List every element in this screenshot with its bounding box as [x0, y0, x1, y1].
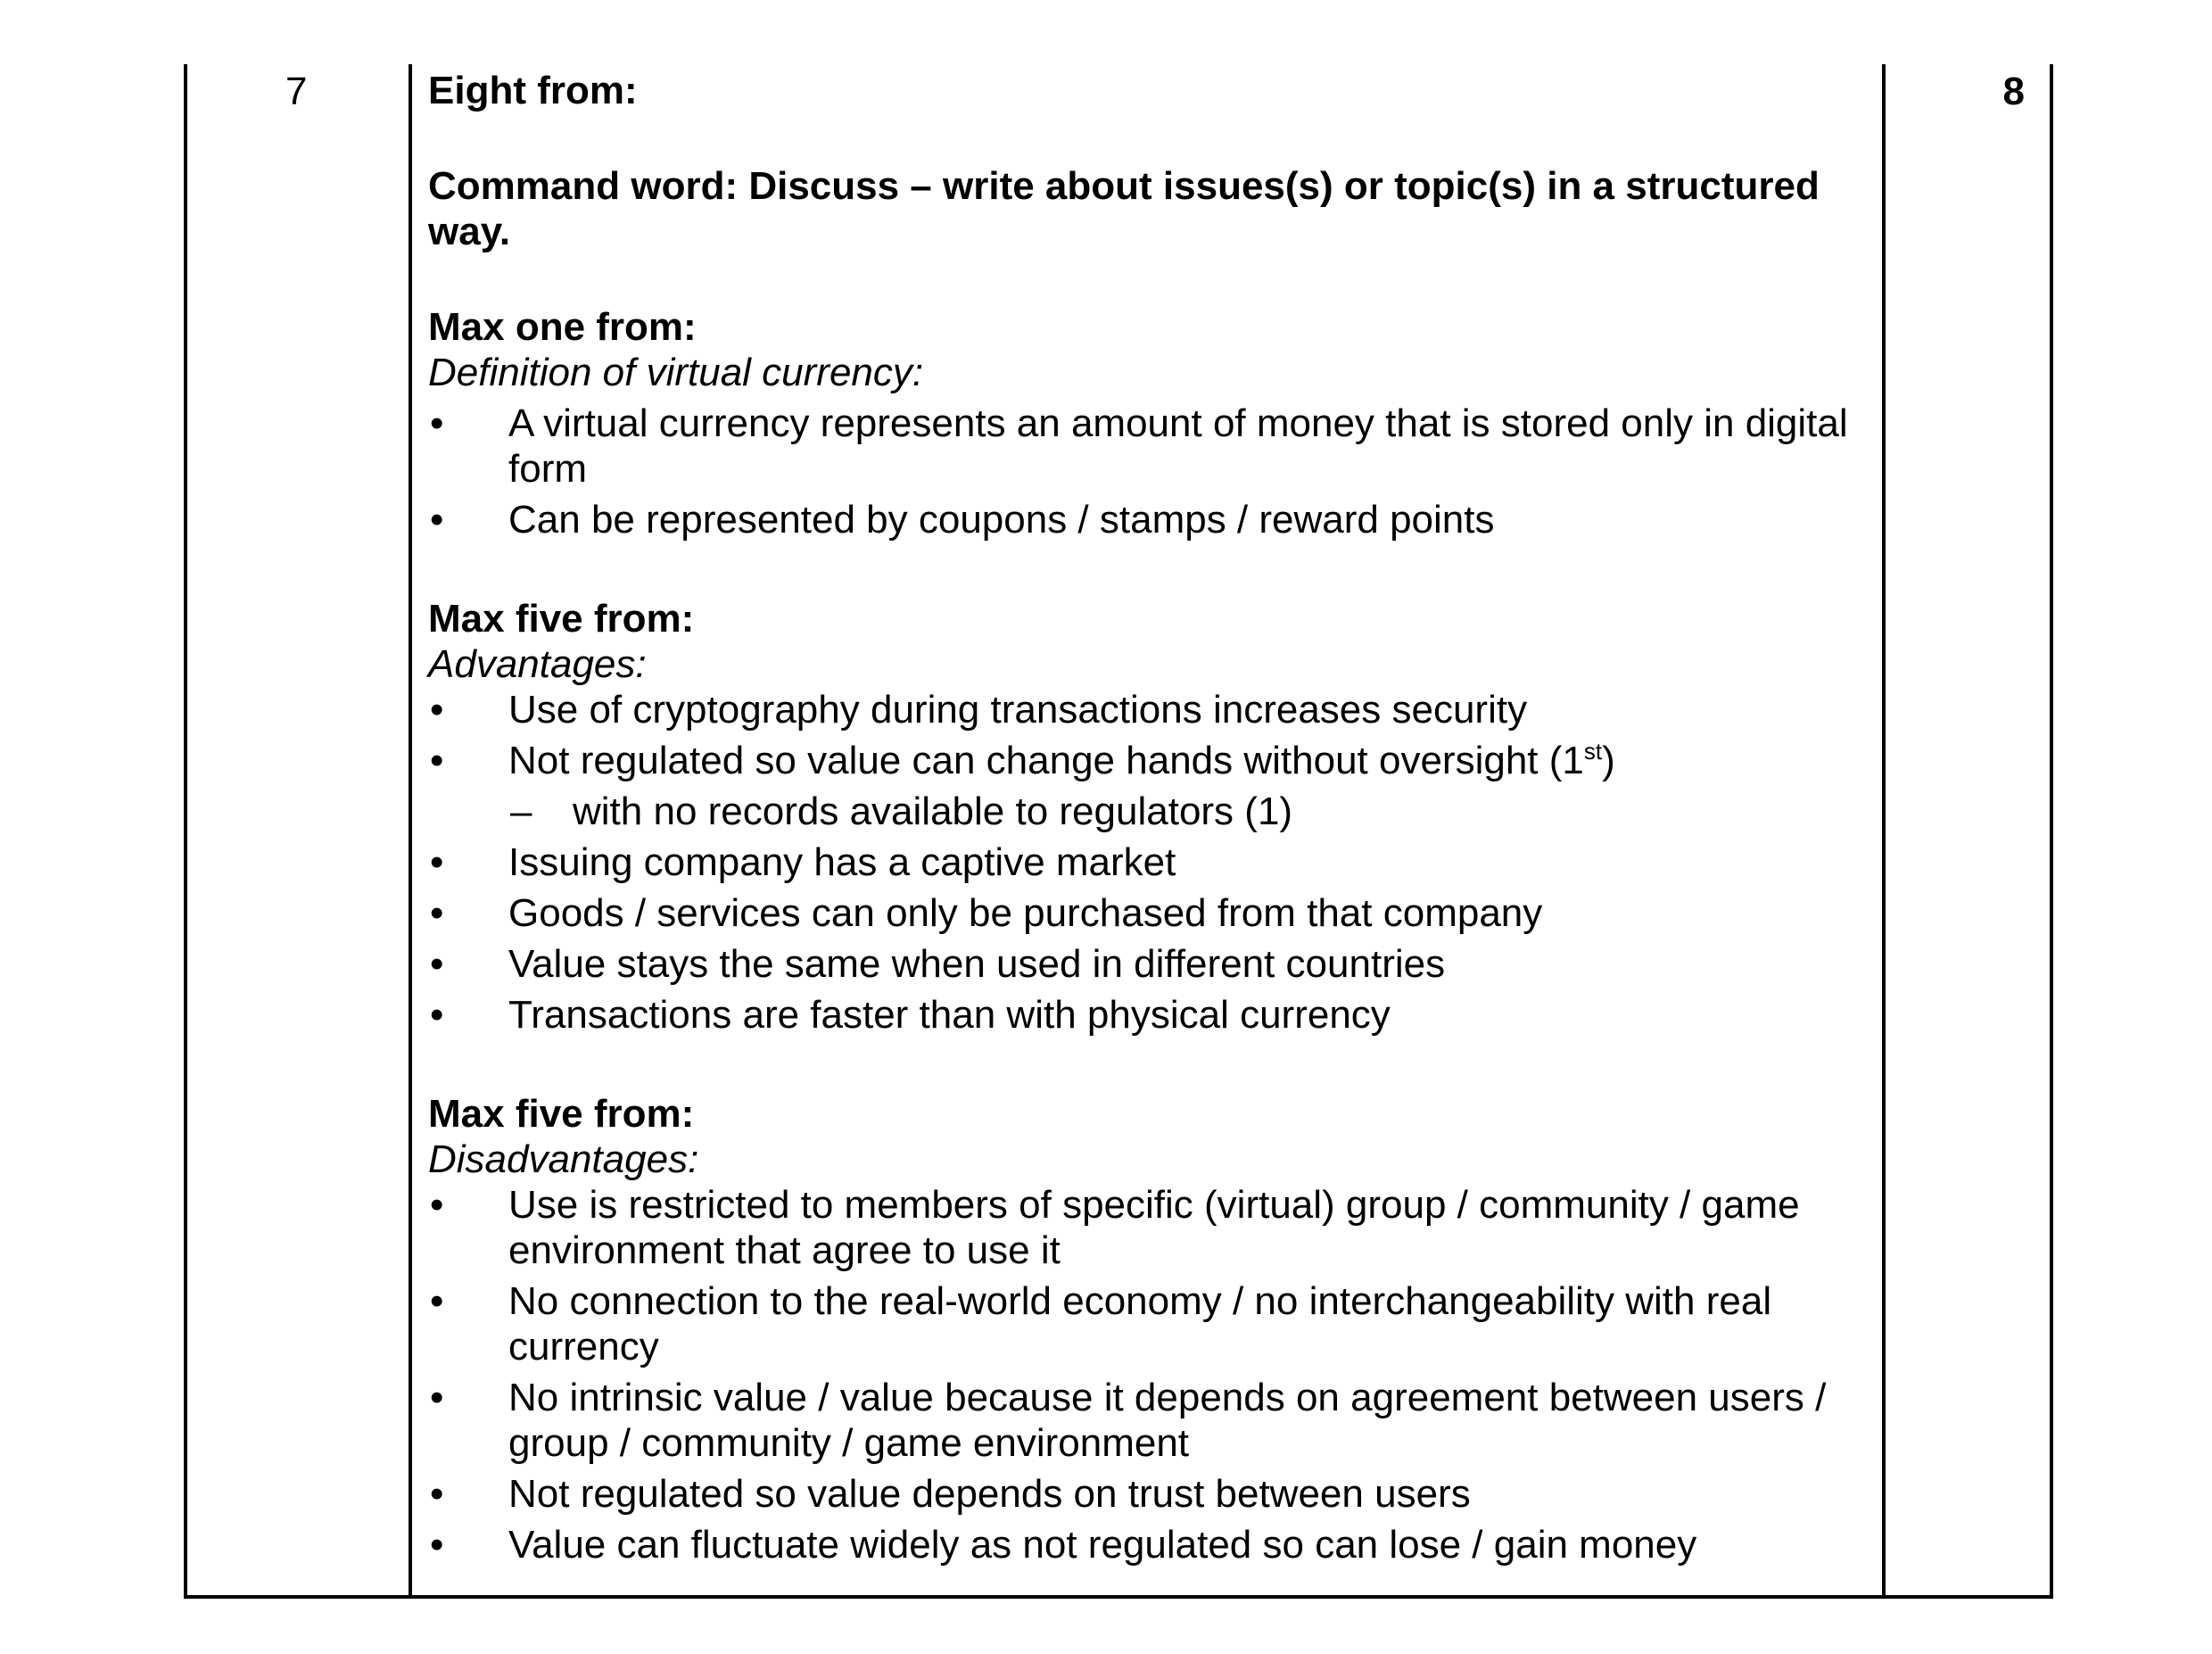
bullet-icon: • — [430, 1376, 444, 1419]
bullet-icon: • — [430, 840, 444, 884]
list-item: • Can be represented by coupons / stamps / reward points — [430, 498, 1495, 542]
disadvantages-subheading: Disadvantages: — [428, 1137, 699, 1181]
table-divider-marks — [1882, 64, 1886, 1597]
list-item: • Use of cryptography during transactions increases security — [430, 688, 1528, 732]
list-subitem: – with no records available to regulators (1) — [510, 790, 1293, 833]
table-divider-question — [409, 64, 412, 1597]
definition-subheading: Definition of virtual currency: — [428, 351, 924, 394]
table-border-left — [184, 64, 187, 1597]
bullet-icon: • — [430, 1183, 444, 1227]
list-item: • Value stays the same when used in different countries — [430, 942, 1446, 986]
table-border-bottom — [184, 1595, 2053, 1599]
advantages-heading: Max five from: — [428, 597, 695, 641]
dash-icon: – — [510, 790, 532, 833]
bullet-icon: • — [430, 1279, 444, 1323]
list-item: • Value can fluctuate widely as not regulated so can lose / gain money — [430, 1523, 1697, 1567]
mark-scheme-answer — [428, 68, 1855, 1573]
advantages-subheading: Advantages: — [428, 642, 647, 686]
question-marks: 8 — [2002, 70, 2025, 113]
list-item: • Not regulated so value can change hands without oversight (1st) — [430, 738, 1615, 782]
advantages-list — [428, 687, 1855, 783]
bullet-icon: • — [430, 942, 444, 986]
definition-list — [428, 401, 1855, 542]
bullet-icon: • — [430, 1472, 444, 1516]
definition-heading: Max one from: — [428, 305, 697, 349]
advantages-list-continued — [428, 839, 1855, 1038]
command-word: Command word: Discuss – write about issues(s) or topic(s) in a structured way. — [428, 164, 1820, 253]
bullet-icon: • — [430, 993, 444, 1037]
list-item: • Use is restricted to members of specific (virtual) group / community / game environment that agree to use it — [430, 1183, 1800, 1272]
list-item: • Not regulated so value depends on trust between users — [430, 1472, 1471, 1516]
list-item: • A virtual currency represents an amount of money that is stored only in digital form — [430, 401, 1848, 491]
bullet-icon: • — [430, 688, 444, 732]
list-item: • Goods / services can only be purchased from that company — [430, 891, 1543, 935]
disadvantages-heading: Max five from: — [428, 1092, 695, 1136]
bullet-icon: • — [430, 498, 444, 542]
list-item: • No intrinsic value / value because it depends on agreement between users / group / community / game environment — [430, 1376, 1827, 1465]
list-item: • No connection to the real-world economy / no interchangeability with real currency — [430, 1279, 1772, 1369]
question-number: 7 — [285, 70, 308, 113]
bullet-icon: • — [430, 891, 444, 935]
disadvantages-list — [428, 1182, 1855, 1567]
table-border-right — [2050, 64, 2053, 1597]
list-item: • Transactions are faster than with physical currency — [430, 993, 1391, 1037]
bullet-icon: • — [430, 739, 444, 782]
bullet-icon: • — [430, 1523, 444, 1567]
answer-intro: Eight from: — [428, 69, 638, 112]
bullet-icon: • — [430, 401, 444, 445]
list-item: • Issuing company has a captive market — [430, 840, 1176, 884]
